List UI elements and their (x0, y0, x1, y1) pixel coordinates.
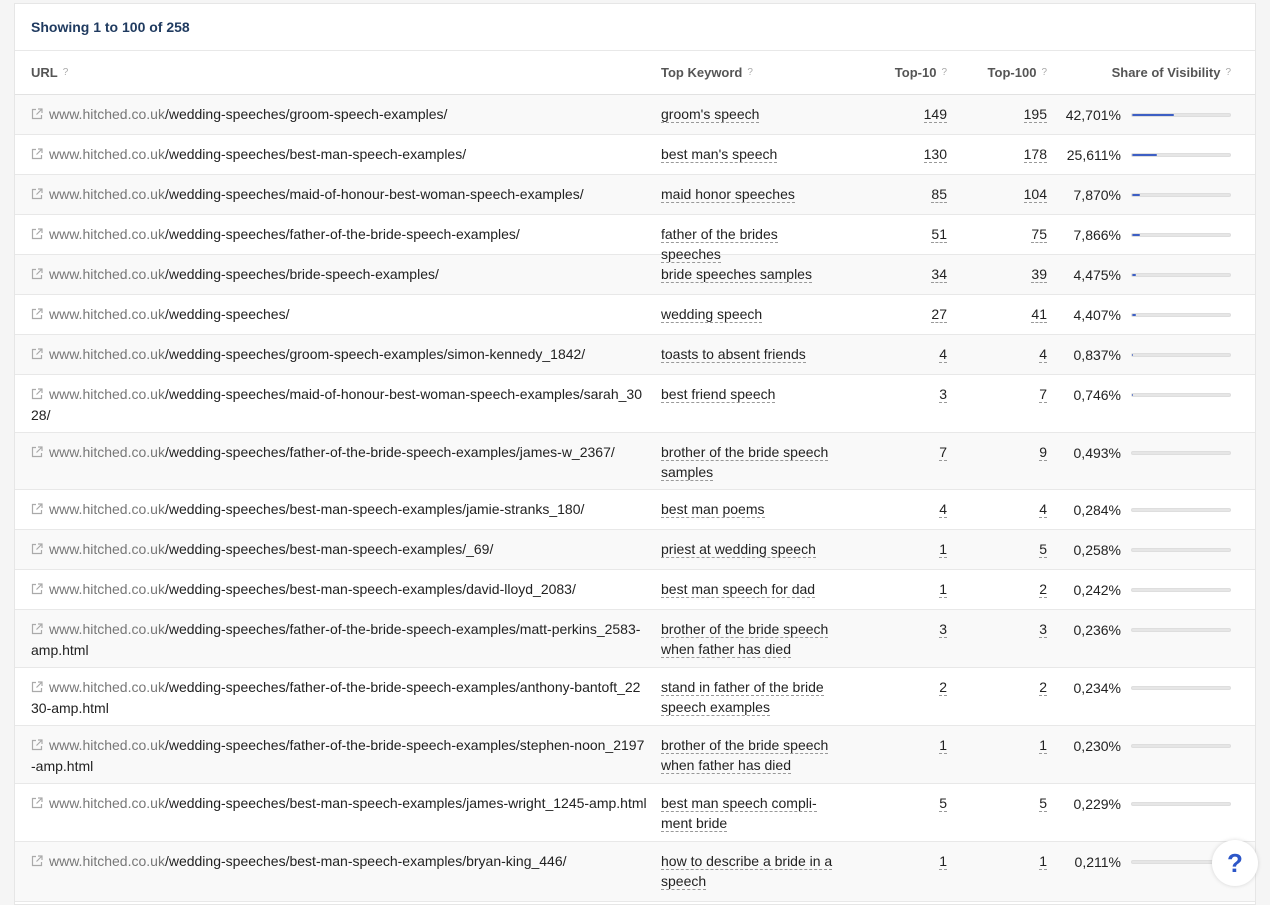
table-row (15, 570, 1255, 610)
url-path[interactable]: /wedding-speeches/best-man-speech-examples/david-lloyd_2083/ (164, 581, 576, 597)
sov-percent: 0,258% (1073, 541, 1121, 558)
help-icon[interactable]: ? (747, 67, 753, 78)
sov-cell (1047, 104, 1246, 125)
sov-cell (1047, 144, 1246, 165)
column-header-keyword-label: Top Keyword (661, 65, 743, 80)
table-row (15, 135, 1255, 175)
sov-percent: 0,230% (1073, 737, 1121, 754)
url-cell (15, 619, 647, 661)
sov-bar (1131, 686, 1231, 690)
sov-bar-fill (1132, 234, 1140, 236)
external-link-icon[interactable] (31, 345, 43, 357)
url-cell (15, 144, 647, 165)
url-path[interactable]: /wedding-speeches/maid-of-honour-best-woman-speech-examples/sarah_3028/ (31, 386, 642, 423)
url-domain: www.hitched.co.uk (49, 679, 165, 695)
table-row (15, 295, 1255, 335)
keyword-cell (647, 224, 837, 264)
sov-cell (1047, 677, 1246, 698)
sov-bar-fill (1132, 194, 1140, 196)
keyword-link[interactable]: bride speeches samples (661, 266, 812, 282)
url-cell (15, 499, 647, 520)
top10-cell (837, 224, 947, 245)
top100-value[interactable]: 4 (1039, 346, 1047, 362)
top100-value[interactable]: 2 (1039, 679, 1047, 695)
top100-value[interactable]: 9 (1039, 444, 1047, 460)
top10-value[interactable]: 3 (939, 621, 947, 637)
top10-value[interactable]: 3 (939, 386, 947, 402)
top100-cell (947, 677, 1047, 698)
table-row (15, 375, 1255, 433)
top10-cell (837, 579, 947, 600)
url-cell (15, 851, 647, 872)
top10-value[interactable]: 1 (939, 581, 947, 597)
table-row (15, 842, 1255, 902)
sov-cell (1047, 735, 1246, 756)
table-row (15, 530, 1255, 570)
top100-value[interactable]: 75 (1031, 226, 1047, 242)
url-domain: www.hitched.co.uk (49, 581, 165, 597)
keyword-cell (647, 384, 837, 404)
sov-bar (1131, 313, 1231, 317)
sov-bar (1131, 451, 1231, 455)
column-header-keyword[interactable] (647, 65, 837, 80)
sov-bar (1131, 353, 1231, 357)
keyword-cell (647, 539, 837, 559)
url-cell (15, 304, 647, 325)
external-link-icon[interactable] (31, 500, 43, 512)
top100-cell (947, 304, 1047, 325)
keyword-cell (647, 264, 837, 284)
external-link-icon[interactable] (31, 225, 43, 237)
top100-cell (947, 384, 1047, 405)
external-link-icon[interactable] (31, 185, 43, 197)
column-header-sov[interactable] (1047, 65, 1246, 80)
sov-percent: 0,236% (1073, 621, 1121, 638)
top100-cell (947, 104, 1047, 125)
top10-cell (837, 144, 947, 165)
top10-value[interactable]: 1 (939, 853, 947, 869)
url-path[interactable]: /wedding-speeches/father-of-the-bride-speech-examples/james-w_2367/ (164, 444, 615, 460)
sov-percent: 0,284% (1073, 501, 1121, 518)
sov-percent: 4,407% (1073, 306, 1121, 323)
sov-bar (1131, 153, 1231, 157)
results-table-card (14, 3, 1256, 905)
url-path[interactable]: /wedding-speeches/best-man-speech-examples/james-wright_1245-amp.html (164, 795, 647, 811)
table-row (15, 610, 1255, 668)
top100-value[interactable]: 7 (1039, 386, 1047, 402)
url-domain: www.hitched.co.uk (49, 795, 165, 811)
sov-percent: 4,475% (1073, 266, 1121, 283)
help-icon[interactable]: ? (941, 67, 947, 78)
table-row (15, 490, 1255, 530)
keyword-link[interactable]: how to describe a bride in a speech (661, 853, 833, 889)
sov-cell (1047, 499, 1246, 520)
sov-bar (1131, 548, 1231, 552)
keyword-cell (647, 144, 837, 164)
url-path[interactable]: /wedding-speeches/best-man-speech-examples/jamie-stranks_180/ (164, 501, 585, 517)
sov-cell (1047, 579, 1246, 600)
top10-cell (837, 851, 947, 872)
top100-value[interactable]: 3 (1039, 621, 1047, 637)
keyword-link[interactable]: brother of the bride speech when father has died (661, 621, 829, 657)
table-row (15, 433, 1255, 490)
top10-cell (837, 677, 947, 698)
url-path[interactable]: /wedding-speeches/father-of-the-bride-speech-examples/matt-perkins_2583-amp.html (31, 621, 641, 658)
top100-value[interactable]: 39 (1031, 266, 1047, 282)
sov-percent: 7,866% (1073, 226, 1121, 243)
sov-bar-fill (1132, 354, 1133, 356)
sov-bar-fill (1132, 314, 1136, 316)
keyword-link[interactable]: brother of the bride speech when father has died (661, 737, 829, 773)
top100-cell (947, 793, 1047, 814)
url-cell (15, 184, 647, 205)
keyword-cell (647, 677, 837, 717)
top10-cell (837, 619, 947, 640)
sov-bar (1131, 273, 1231, 277)
top100-value[interactable]: 178 (1023, 146, 1047, 162)
top10-value[interactable]: 4 (939, 501, 947, 517)
column-header-top10-label: Top-10 (894, 65, 937, 80)
sov-bar (1131, 744, 1231, 748)
sov-bar (1131, 113, 1231, 117)
keyword-cell (647, 184, 837, 204)
sov-bar-fill (1132, 394, 1133, 396)
url-domain: www.hitched.co.uk (49, 106, 165, 122)
keyword-link[interactable]: best man poems (661, 501, 765, 517)
url-cell (15, 384, 647, 426)
top100-cell (947, 539, 1047, 560)
sov-bar (1131, 628, 1231, 632)
keyword-cell (647, 104, 837, 124)
sov-percent: 0,211% (1074, 853, 1121, 870)
top100-value[interactable]: 195 (1023, 106, 1047, 122)
keyword-link[interactable]: father of the brides speeches (661, 226, 778, 262)
top10-value[interactable]: 51 (931, 226, 947, 242)
url-domain: www.hitched.co.uk (49, 346, 165, 362)
url-cell (15, 735, 647, 777)
table-row (15, 215, 1255, 262)
url-domain: www.hitched.co.uk (49, 501, 165, 517)
keyword-cell (647, 735, 837, 775)
url-cell (15, 793, 647, 814)
url-domain: www.hitched.co.uk (49, 386, 165, 402)
top100-cell (947, 184, 1047, 205)
url-cell (15, 539, 647, 560)
table-row (15, 95, 1255, 135)
external-link-icon[interactable] (31, 385, 43, 397)
sov-cell (1047, 442, 1246, 463)
top100-value[interactable]: 41 (1031, 306, 1047, 322)
external-link-icon[interactable] (31, 145, 43, 157)
keyword-link[interactable]: priest at wedding speech (661, 541, 816, 557)
url-domain: www.hitched.co.uk (49, 853, 165, 869)
keyword-link[interactable]: brother of the bride speech samples (661, 444, 829, 480)
sov-cell (1047, 344, 1246, 365)
top10-cell (837, 344, 947, 365)
external-link-icon[interactable] (31, 305, 43, 317)
results-count: Showing 1 to 100 of 258 (15, 4, 1255, 51)
sov-bar-fill (1132, 154, 1157, 156)
external-link-icon[interactable] (31, 540, 43, 552)
url-cell (15, 442, 647, 463)
top10-value[interactable]: 4 (939, 346, 947, 362)
url-cell (15, 264, 647, 285)
url-domain: www.hitched.co.uk (49, 146, 165, 162)
url-domain: www.hitched.co.uk (49, 186, 165, 202)
external-link-icon[interactable] (31, 678, 43, 690)
column-header-top100-label: Top-100 (987, 65, 1037, 80)
sov-bar-fill (1132, 114, 1174, 116)
top100-cell (947, 579, 1047, 600)
table-row (15, 784, 1255, 842)
keyword-cell (647, 619, 837, 659)
sov-bar (1131, 393, 1231, 397)
help-button[interactable]: ? (1212, 840, 1258, 886)
keyword-link[interactable]: maid honor speeches (661, 186, 795, 202)
sov-percent: 7,870% (1073, 186, 1121, 203)
sov-cell (1047, 384, 1246, 405)
top10-cell (837, 442, 947, 463)
keyword-cell (647, 579, 837, 599)
url-cell (15, 104, 647, 125)
sov-bar (1131, 508, 1231, 512)
top100-value[interactable]: 1 (1039, 737, 1047, 753)
external-link-icon[interactable] (31, 265, 43, 277)
url-path[interactable]: /wedding-speeches/groom-speech-examples/ (164, 106, 448, 122)
sov-percent: 0,242% (1073, 581, 1121, 598)
url-domain: www.hitched.co.uk (49, 266, 165, 282)
url-path[interactable]: /wedding-speeches/best-man-speech-examples/bryan-king_446/ (164, 853, 567, 869)
table-row (15, 175, 1255, 215)
column-header-url-label: URL (31, 65, 58, 80)
url-path[interactable]: /wedding-speeches/best-man-speech-examples/_69/ (164, 541, 494, 557)
sov-percent: 0,837% (1073, 346, 1121, 363)
keyword-link[interactable]: groom's speech (661, 106, 760, 122)
url-cell (15, 344, 647, 365)
url-domain: www.hitched.co.uk (49, 621, 165, 637)
top10-value[interactable]: 85 (931, 186, 947, 202)
column-header-url[interactable] (15, 65, 647, 80)
url-domain: www.hitched.co.uk (49, 444, 165, 460)
top100-cell (947, 442, 1047, 463)
top10-value[interactable]: 149 (923, 106, 947, 122)
table-row (15, 335, 1255, 375)
keyword-link[interactable]: best man speech for dad (661, 581, 816, 597)
url-path[interactable]: /wedding-speeches/best-man-speech-examples/ (164, 146, 467, 162)
top100-cell (947, 499, 1047, 520)
top10-cell (837, 539, 947, 560)
sov-bar-fill (1132, 274, 1136, 276)
top100-cell (947, 619, 1047, 640)
top10-value[interactable]: 130 (923, 146, 947, 162)
keyword-link[interactable]: best friend speech (661, 386, 776, 402)
sov-cell (1047, 264, 1246, 285)
sov-percent: 0,229% (1073, 795, 1121, 812)
help-icon[interactable]: ? (62, 67, 69, 78)
url-path[interactable]: /wedding-speeches/father-of-the-bride-speech-examples/ (164, 226, 520, 242)
external-link-icon[interactable] (31, 794, 43, 806)
top100-value[interactable]: 104 (1023, 186, 1047, 202)
table-row (15, 668, 1255, 726)
keyword-cell (647, 499, 837, 519)
column-header-sov-label: Share of Visibility (1111, 65, 1221, 80)
top100-cell (947, 224, 1047, 245)
top10-cell (837, 264, 947, 285)
url-domain: www.hitched.co.uk (49, 541, 165, 557)
top10-cell (837, 104, 947, 125)
top10-cell (837, 793, 947, 814)
url-cell (15, 677, 647, 719)
sov-cell (1047, 224, 1246, 245)
sov-percent: 0,493% (1073, 444, 1121, 461)
external-link-icon[interactable] (31, 852, 43, 864)
external-link-icon[interactable] (31, 443, 43, 455)
sov-bar (1131, 193, 1231, 197)
external-link-icon[interactable] (31, 620, 43, 632)
top100-cell (947, 851, 1047, 872)
help-icon[interactable]: ? (1225, 67, 1231, 78)
keyword-cell (647, 304, 837, 324)
top100-value[interactable]: 2 (1039, 581, 1047, 597)
top100-cell (947, 735, 1047, 756)
top10-value[interactable]: 5 (939, 795, 947, 811)
keyword-link[interactable]: best man's speech (661, 146, 778, 162)
sov-bar (1131, 233, 1231, 237)
table-body (15, 95, 1255, 902)
keyword-cell (647, 793, 837, 833)
url-domain: www.hitched.co.uk (49, 306, 165, 322)
column-header-top10[interactable] (837, 65, 947, 80)
table-row (15, 255, 1255, 295)
url-path[interactable]: /wedding-speeches/maid-of-honour-best-woman-speech-examples/ (164, 186, 584, 202)
top10-value[interactable]: 34 (931, 266, 947, 282)
sov-bar (1131, 588, 1231, 592)
help-icon[interactable]: ? (1041, 67, 1047, 78)
sov-percent: 0,234% (1073, 679, 1121, 696)
url-path[interactable]: /wedding-speeches/ (164, 306, 290, 322)
sov-cell (1047, 304, 1246, 325)
external-link-icon[interactable] (31, 580, 43, 592)
sov-cell (1047, 619, 1246, 640)
sov-cell (1047, 539, 1246, 560)
sov-percent: 42,701% (1065, 106, 1121, 123)
top10-value[interactable]: 2 (939, 679, 947, 695)
keyword-link[interactable]: best man speech compli-ment bride (661, 795, 817, 831)
url-domain: www.hitched.co.uk (49, 737, 165, 753)
top100-cell (947, 264, 1047, 285)
top10-cell (837, 184, 947, 205)
keyword-cell (647, 344, 837, 364)
external-link-icon[interactable] (31, 736, 43, 748)
url-cell (15, 224, 647, 245)
keyword-link[interactable]: wedding speech (661, 306, 763, 322)
url-cell (15, 579, 647, 600)
sov-cell (1047, 184, 1246, 205)
top100-cell (947, 144, 1047, 165)
sov-bar (1131, 802, 1231, 806)
top10-value[interactable]: 7 (939, 444, 947, 460)
top100-value[interactable]: 4 (1039, 501, 1047, 517)
external-link-icon[interactable] (31, 105, 43, 117)
table-row (15, 726, 1255, 784)
url-path[interactable]: /wedding-speeches/groom-speech-examples/simon-kennedy_1842/ (164, 346, 586, 362)
keyword-link[interactable]: stand in father of the bride speech examples (661, 679, 824, 715)
top10-cell (837, 304, 947, 325)
top100-value[interactable]: 5 (1039, 541, 1047, 557)
top100-value[interactable]: 1 (1039, 853, 1047, 869)
keyword-cell (647, 442, 837, 482)
top10-cell (837, 735, 947, 756)
top10-cell (837, 499, 947, 520)
url-domain: www.hitched.co.uk (49, 226, 165, 242)
top10-value[interactable]: 27 (931, 306, 947, 322)
top100-value[interactable]: 5 (1039, 795, 1047, 811)
url-path[interactable]: /wedding-speeches/father-of-the-bride-speech-examples/anthony-bantoft_2230-amp.html (31, 679, 641, 716)
keyword-link[interactable]: toasts to absent friends (661, 346, 806, 362)
column-header-top100[interactable] (947, 65, 1047, 80)
top10-value[interactable]: 1 (939, 541, 947, 557)
keyword-cell (647, 851, 837, 891)
sov-percent: 0,746% (1073, 386, 1121, 403)
url-path[interactable]: /wedding-speeches/bride-speech-examples/ (164, 266, 439, 282)
sov-percent: 25,611% (1066, 146, 1121, 163)
top10-value[interactable]: 1 (939, 737, 947, 753)
top10-cell (837, 384, 947, 405)
top100-cell (947, 344, 1047, 365)
url-path[interactable]: /wedding-speeches/father-of-the-bride-speech-examples/stephen-noon_2197-amp.html (31, 737, 645, 774)
sov-cell (1047, 793, 1246, 814)
table-header (15, 51, 1255, 95)
